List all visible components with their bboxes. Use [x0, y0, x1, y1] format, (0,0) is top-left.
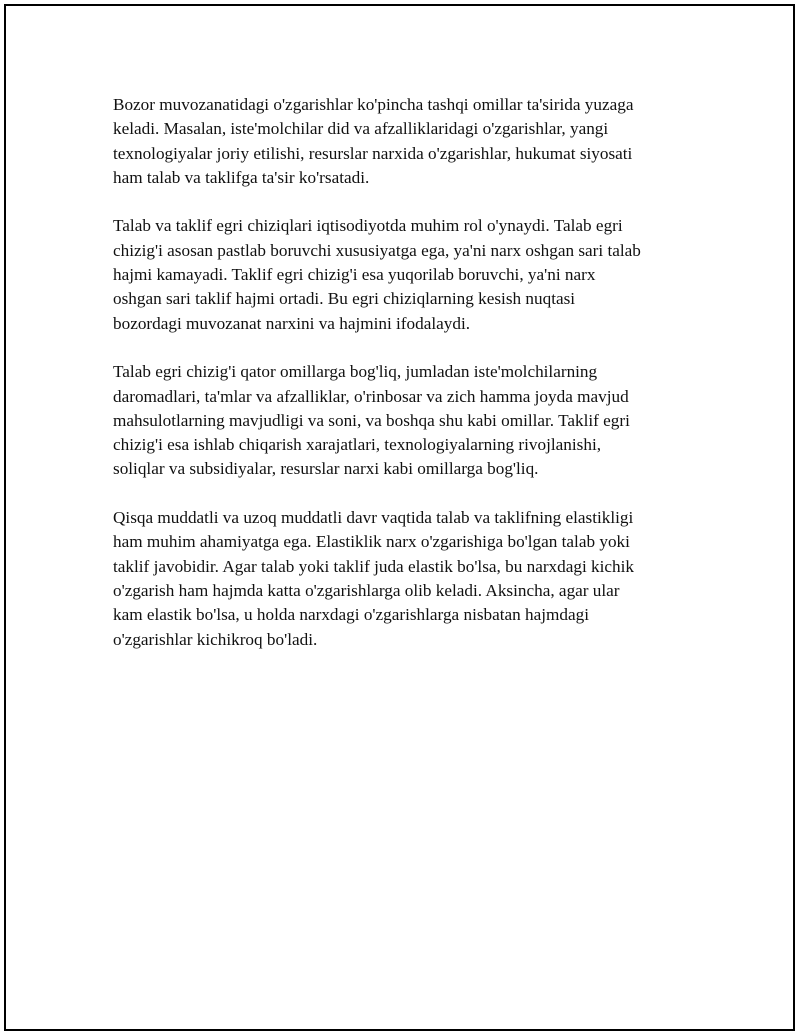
paragraph-elasticity: Qisqa muddatli va uzoq muddatli davr vaqtida talab va taklifning elastikligi ham muhim ahamiyatga ega. Elastiklik narx o'zgarishiga bo'lgan talab yoki taklif javobidir. Agar talab yoki taklif juda elastik bo'lsa, bu narxdagi kichik o'zgarish ham hajmda katta o'zgarishlarga olib keladi. Aksincha, agar ular kam elastik bo'lsa, u holda narxdagi o'zgarishlarga nisbatan hajmdagi o'zgarishlar kichikroq bo'ladi. [113, 508, 634, 649]
paragraph-market-equilibrium-changes: Bozor muvozanatidagi o'zgarishlar ko'pincha tashqi omillar ta'sirida yuzaga keladi. Masalan, iste'molchilar did va afzalliklaridagi o'zgarishlar, yangi texnologiyalar joriy etilishi, resurslar narxida o'zgarishlar, hukumat siyosati ham talab va taklifga ta'sir ko'rsatadi. [113, 95, 634, 187]
paragraph-supply-demand-curves: Talab va taklif egri chiziqlari iqtisodiyotda muhim rol o'ynaydi. Talab egri chizig'i asosan pastlab boruvchi xususiyatga ega, ya'ni narx oshgan sari talab hajmi kamayadi. Taklif egri chizig'i esa yuqorilab boruvchi, ya'ni narx oshgan sari taklif hajmi ortadi. Bu egri chiziqlarning kesish nuqtasi bozordagi muvozanat narxini va hajmini ifodalaydi. [113, 216, 641, 333]
paragraph-curve-factors: Talab egri chizig'i qator omillarga bog'liq, jumladan iste'molchilarning daromadlari, ta'mlar va afzalliklar, o'rinbosar va zich hamma joyda mavjud mahsulotlarning mavjudligi va soni, va boshqa shu kabi omillar. Taklif egri chizig'i esa ishlab chiqarish xarajatlari, texnologiyalarning rivojlanishi, soliqlar va subsidiyalar, resurslar narxi kabi omillarga bog'liq. [113, 362, 630, 479]
document-body [113, 93, 693, 676]
